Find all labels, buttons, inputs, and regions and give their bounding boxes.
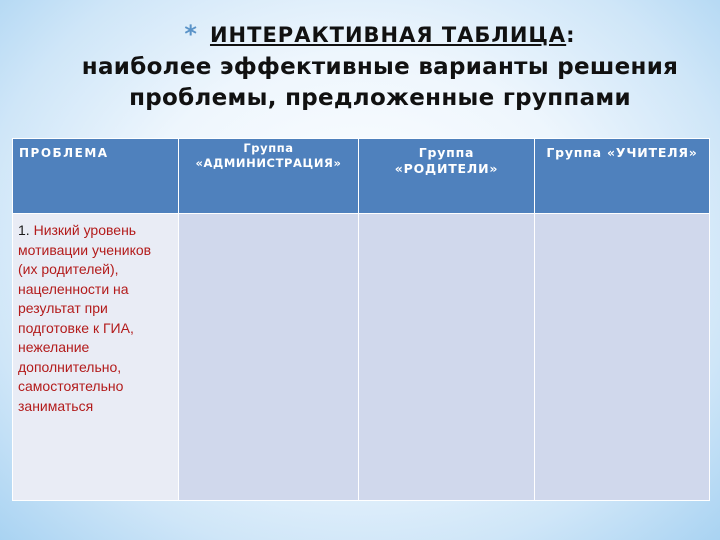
title-subtitle: наиболее эффективные варианты решения проблемы, предложенные группами [81, 54, 679, 111]
header-problem: ПРОБЛЕМА [13, 139, 179, 214]
bullet-asterisk: * [184, 20, 198, 48]
header-group-parents: Группа «РОДИТЕЛИ» [359, 139, 535, 214]
table-header-row [13, 139, 710, 214]
cell-admin-solution[interactable] [179, 214, 359, 501]
table-row [13, 214, 710, 501]
cell-problem [13, 214, 179, 501]
slide-title [60, 20, 700, 114]
problem-text: Низкий уровень мотивации учеников (их родителей), нацеленности на результат при подготовке к ГИА, нежелание дополнительно, самостоятельно заниматься [18, 222, 152, 414]
cell-parents-solution[interactable] [359, 214, 535, 501]
title-colon: : [566, 23, 576, 47]
header-group-admin: Группа «АДМИНИСТРАЦИЯ» [179, 139, 359, 214]
problem-number: 1. [18, 222, 30, 238]
cell-teachers-solution[interactable] [535, 214, 710, 501]
title-main-text: ИНТЕРАКТИВНАЯ ТАБЛИЦА [209, 23, 567, 47]
title-heading [60, 20, 700, 49]
header-group-teachers: Группа «УЧИТЕЛЯ» [535, 139, 710, 214]
interactive-table [12, 138, 710, 501]
